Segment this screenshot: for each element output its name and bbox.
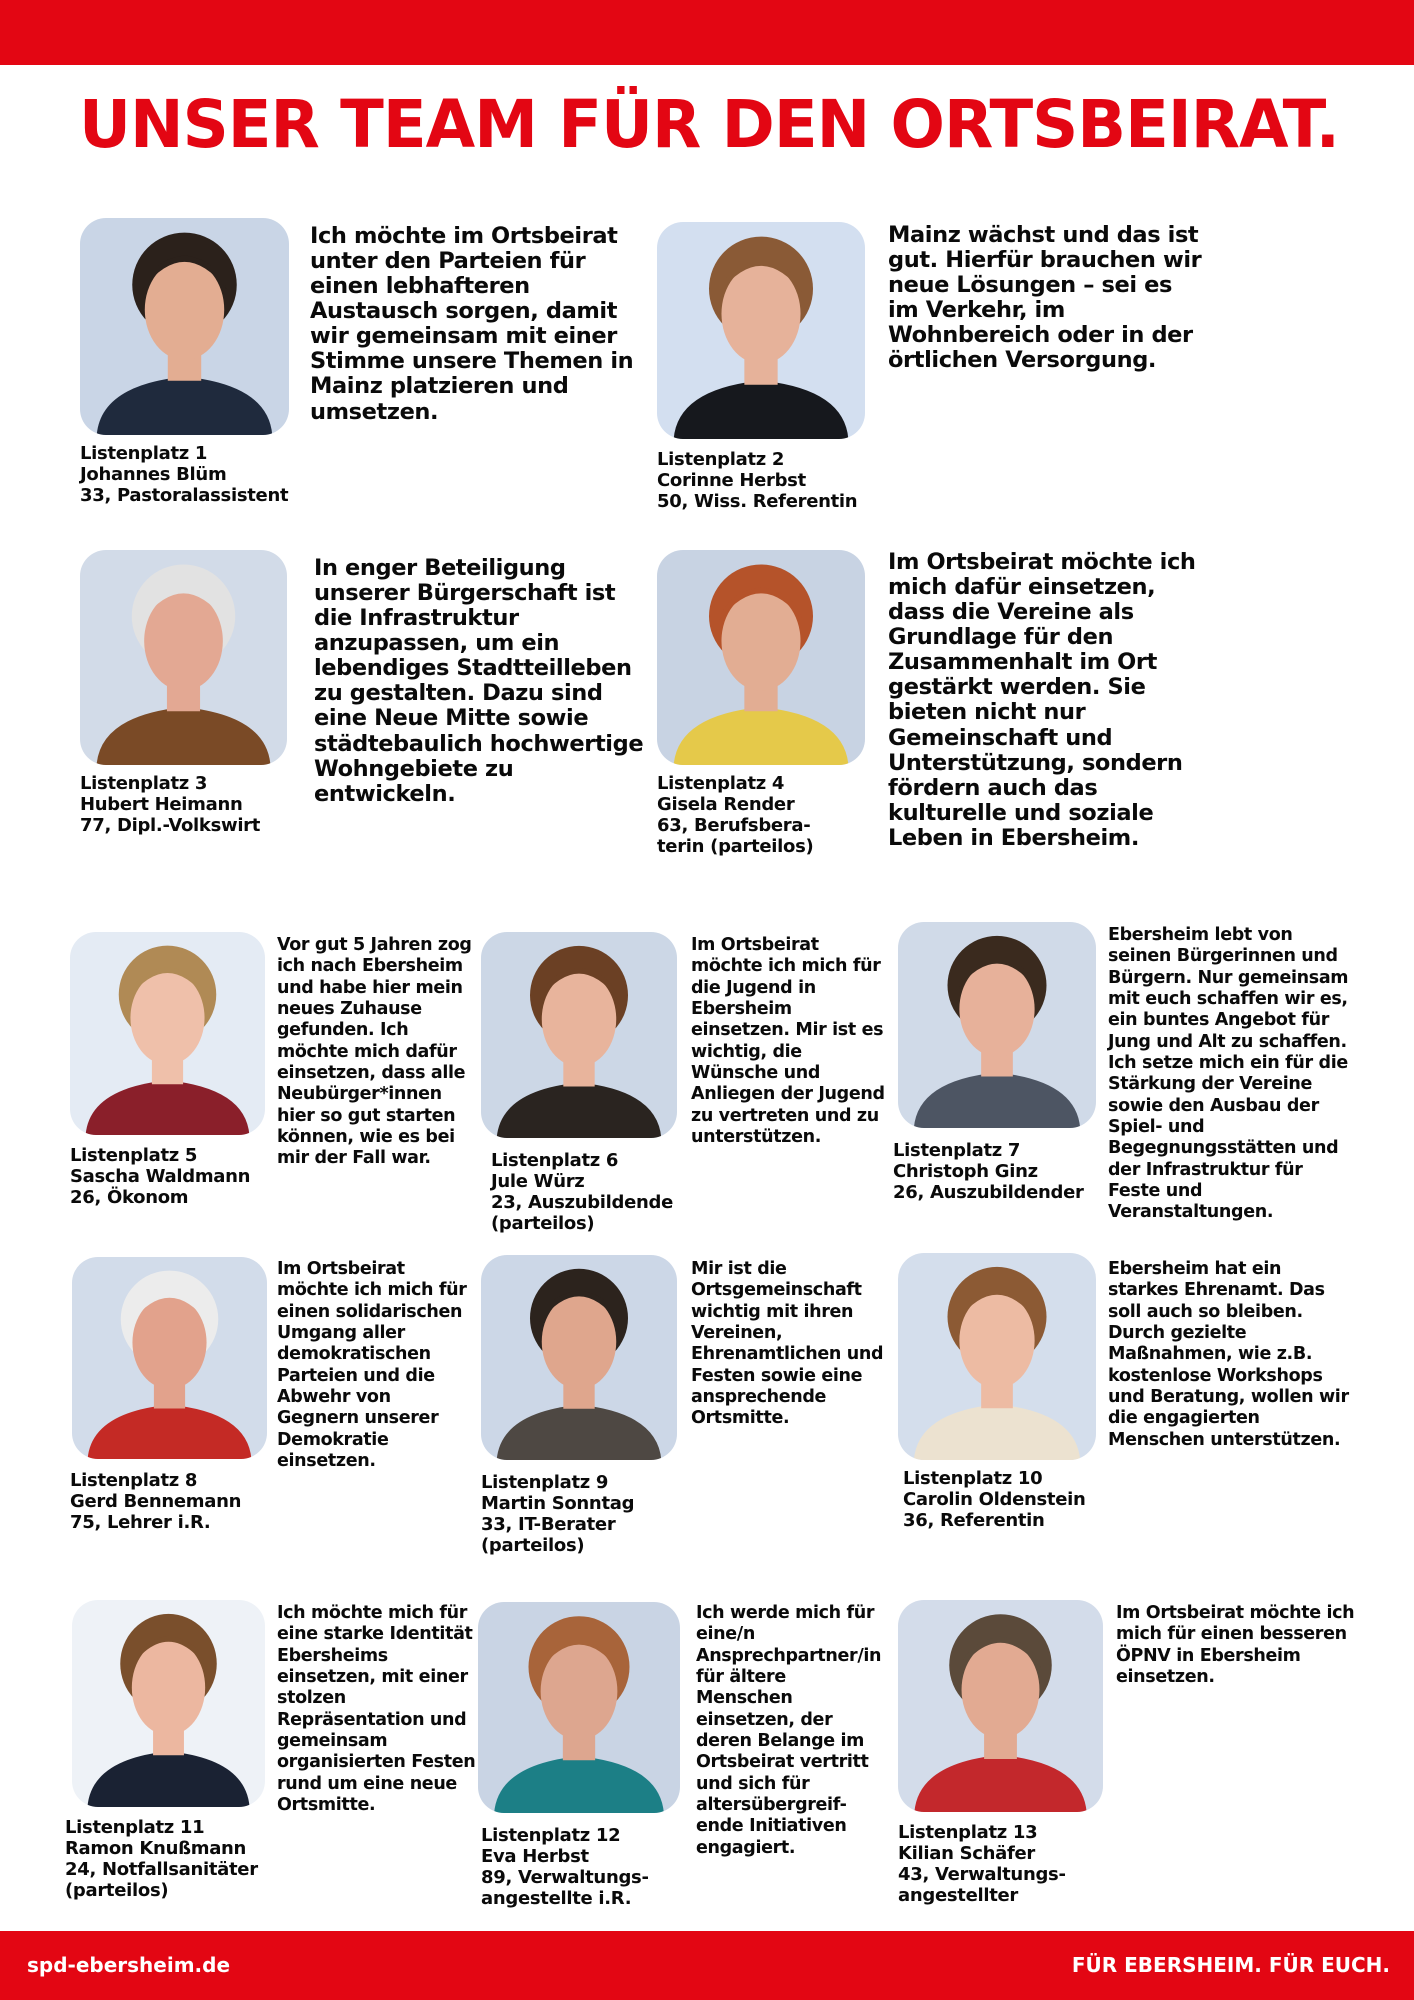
candidate-detail: 43, Verwaltungs- (898, 1864, 1066, 1886)
candidate-name: Hubert Heimann (80, 794, 243, 816)
candidate-caption (898, 1822, 1066, 1906)
portrait-photo (898, 1253, 1096, 1460)
candidate-name: Christoph Ginz (893, 1161, 1038, 1183)
candidate-name: Carolin Oldenstein (903, 1489, 1086, 1511)
list-rank: Listenplatz 5 (70, 1145, 198, 1166)
candidate-caption (657, 449, 857, 512)
candidate-caption (491, 1150, 673, 1234)
candidate-detail: 63, Berufsbera- (657, 815, 811, 837)
candidate-name: Martin Sonntag (481, 1493, 635, 1515)
portrait-photo (70, 932, 265, 1135)
candidate-detail: 33, IT-Berater (481, 1514, 616, 1536)
portrait-photo (898, 922, 1096, 1128)
candidate-quote: Im Ortsbeirat möchte ich mich für die Jugend in Ebersheim einsetzen. Mir ist es wichtig, die Wünsche und Anliegen der Jugend zu vertreten und zu unterstützen. (691, 935, 885, 1148)
candidate-caption (481, 1825, 649, 1909)
portrait-photo (898, 1600, 1103, 1812)
candidate-caption (481, 1472, 634, 1556)
portrait-photo (481, 932, 677, 1138)
candidate-detail: 24, Notfallsanitäter (65, 1859, 258, 1881)
list-rank: Listenplatz 9 (481, 1472, 609, 1493)
candidate-quote: Ebersheim hat ein starkes Ehrenamt. Das soll auch so bleiben. Durch gezielte Maßnahmen, wie z.B. kostenlose Workshops und Beratung, wollen wir die engagierten Menschen unterstützen. (1108, 1259, 1349, 1450)
candidate-quote: Ich werde mich für eine/n Ansprechpartner/in für ältere Menschen einsetzen, der deren Belange im Ortsbeirat vertritt und sich für altersübergreif-ende Initiativen engagiert. (696, 1603, 882, 1858)
candidate-name: Gerd Bennemann (70, 1491, 242, 1513)
photo-face (130, 971, 204, 1065)
candidate-detail: 50, Wiss. Referentin (657, 491, 858, 513)
list-rank: Listenplatz 10 (903, 1468, 1043, 1489)
candidate-quote: Im Ortsbeirat möchte ich mich dafür einsetzen, dass die Vereine als Grundlage für den Zusammenhalt im Ort gestärkt werden. Sie bieten nicht nur Gemeinschaft und Unterstützung, sondern fördern auch das kulturelle und soziale Leben in Ebersheim. (888, 549, 1196, 851)
portrait-photo (481, 1255, 677, 1460)
photo-face (132, 1640, 205, 1736)
candidate-quote: In enger Beteiligung unserer Bürgerschaft ist die Infrastruktur anzupassen, um ein lebendiges Stadtteilleben zu gestalten. Dazu sind eine Neue Mitte sowie städtebaulich hochwertige Wohngebiete zu entwickeln. (314, 555, 644, 807)
list-rank: Listenplatz 6 (491, 1150, 619, 1171)
portrait-photo (657, 550, 865, 765)
candidate-detail: 26, Auszubildender (893, 1182, 1084, 1204)
portrait-photo (72, 1600, 265, 1807)
portrait-photo (80, 550, 287, 765)
portrait-photo (657, 222, 865, 439)
candidate-caption (80, 773, 260, 836)
photo-face (959, 962, 1034, 1057)
candidate-name: Gisela Render (657, 794, 795, 816)
photo-face (144, 591, 223, 690)
photo-face (962, 1641, 1040, 1739)
candidate-caption (65, 1817, 258, 1901)
candidate-quote: Mainz wächst und das ist gut. Hierfür brauchen wir neue Lösungen – sei es im Verkehr, im Wohnbereich oder in der örtlichen Versorgung. (888, 222, 1202, 374)
candidate-name: Kilian Schäfer (898, 1843, 1035, 1865)
candidate-detail: 89, Verwaltungs- (481, 1867, 649, 1889)
candidate-detail: 77, Dipl.-Volkswirt (80, 815, 261, 837)
candidate-quote: Mir ist die Ortsgemeinschaft wichtig mit ihren Vereinen, Ehrenamtlichen und Festen sowie eine ansprechende Ortsmitte. (691, 1259, 884, 1429)
list-rank: Listenplatz 8 (70, 1470, 198, 1491)
photo-face (132, 1296, 206, 1389)
portrait-photo (80, 218, 289, 435)
list-rank: Listenplatz 12 (481, 1825, 621, 1846)
website-link[interactable]: spd-ebersheim.de (27, 1953, 231, 1977)
list-rank: Listenplatz 2 (657, 449, 785, 470)
portrait-photo (72, 1257, 267, 1459)
candidate-detail: 26, Ökonom (70, 1187, 189, 1209)
candidate-detail: (parteilos) (481, 1535, 585, 1557)
candidate-detail: 23, Auszubildende (491, 1192, 674, 1214)
photo-face (541, 1643, 618, 1740)
list-rank: Listenplatz 7 (893, 1140, 1021, 1161)
candidate-detail: 75, Lehrer i.R. (70, 1512, 211, 1534)
candidate-detail: terin (parteilos) (657, 836, 814, 858)
portrait-photo (478, 1602, 680, 1813)
candidate-quote: Ich möchte im Ortsbeirat unter den Parteien für einen lebhafteren Austausch sorgen, damit wir gemeinsam mit einer Stimme unsere Themen in Mainz platzieren und umsetzen. (310, 223, 634, 425)
candidate-detail: 36, Referentin (903, 1510, 1045, 1532)
photo-face (145, 260, 224, 360)
list-rank: Listenplatz 3 (80, 773, 208, 794)
candidate-quote: Ebersheim lebt von seinen Bürgerinnen und Bürgern. Nur gemeinsam mit euch schaffen wir es, ein buntes Angebot für Jung und Alt zu schaffen. Ich setze mich ein für die Stärkung der Vereine sowie den Ausbau der Spiel- und Begegnungsstätten und der Infrastruktur für Feste und Veranstaltungen. (1108, 925, 1349, 1223)
footer-slogan: FÜR EBERSHEIM. FÜR EUCH. (1071, 1953, 1390, 1977)
candidate-name: Jule Würz (491, 1171, 585, 1193)
candidate-quote: Vor gut 5 Jahren zog ich nach Ebersheim und habe hier mein neues Zuhause gefunden. Ich möchte mich dafür einsetzen, dass alle Neubürger*innen hier so gut starten können, wie es bei mir der Fall war. (277, 935, 472, 1169)
photo-face (959, 1293, 1034, 1389)
footer-bar (0, 1931, 1414, 2000)
list-rank: Listenplatz 4 (657, 773, 785, 794)
candidate-caption (70, 1470, 241, 1533)
candidate-quote: Im Ortsbeirat möchte ich mich für einen solidarischen Umgang aller demokratischen Parteien und die Abwehr von Gegnern unserer Demokratie einsetzen. (277, 1259, 467, 1472)
photo-face (721, 264, 800, 364)
candidate-caption (70, 1145, 250, 1208)
candidate-caption (903, 1468, 1086, 1531)
candidate-detail: (parteilos) (65, 1880, 169, 1902)
candidate-name: Ramon Knußmann (65, 1838, 247, 1860)
list-rank: Listenplatz 11 (65, 1817, 205, 1838)
candidate-detail: 33, Pastoralassistent (80, 485, 289, 507)
list-rank: Listenplatz 1 (80, 443, 208, 464)
photo-face (542, 972, 616, 1067)
page-title: UNSER TEAM FÜR DEN ORTSBEIRAT. (79, 86, 1339, 163)
candidate-detail: angestellte i.R. (481, 1888, 632, 1910)
candidate-caption (657, 773, 813, 857)
photo-face (542, 1294, 616, 1389)
candidate-name: Corinne Herbst (657, 470, 806, 492)
candidate-name: Johannes Blüm (80, 464, 227, 486)
candidate-detail: (parteilos) (491, 1213, 595, 1235)
candidate-quote: Im Ortsbeirat möchte ich mich für einen besseren ÖPNV in Ebersheim einsetzen. (1116, 1603, 1355, 1688)
candidate-name: Eva Herbst (481, 1846, 589, 1868)
candidate-detail: angestellter (898, 1885, 1019, 1907)
list-rank: Listenplatz 13 (898, 1822, 1038, 1843)
candidate-quote: Ich möchte mich für eine starke Identität Ebersheims einsetzen, mit einer stolzen Repräsentation und gemeinsam organisierten Festen rund um eine neue Ortsmitte. (277, 1603, 476, 1816)
candidate-caption (80, 443, 288, 506)
photo-face (721, 591, 800, 690)
candidate-caption (893, 1140, 1084, 1203)
candidate-name: Sascha Waldmann (70, 1166, 251, 1188)
top-red-bar (0, 0, 1414, 65)
